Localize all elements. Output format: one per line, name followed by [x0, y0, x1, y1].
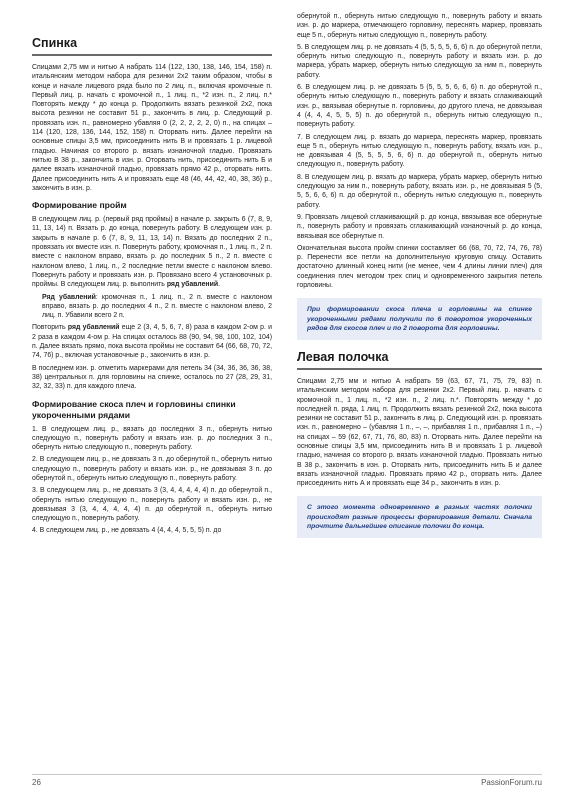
- section-heading-back: Спинка: [32, 36, 272, 56]
- step-6: 6. В следующем лиц. р. не довязать 5 (5, 5, 5, 6, 6, 6) п. до обернутой п., обернуть нитью следующую п., повернуть работу и вязать сглаживающий изн. р., ввязывая обернутые п. горловины, до другого плеча, не довязывая 4 (4, 4, 4, 5, 5, 5) п. до обернутой п., обернуть нитью следующую п., повернуть работу.: [297, 84, 542, 129]
- site-watermark: PassionForum.ru: [481, 778, 542, 787]
- left-front-intro: Спицами 2,75 мм и нитью А набрать 59 (63, 67, 71, 75, 79, 83) п. итальянским методом набора для резинки 2х2. Первый лиц. р. начать с кромочной п., 1 лиц. п., *2 изн. п., 2 лиц. п.*. Повторять между * до последней п. ряда, 1 лиц. п. Продолжить вязать резинкой 2х2, пока высота резинки не составит 51 р., закончить в лиц. р. Следующий изн. р. провязать изн. п., равномерно – (убавляя 1 п., –, –, прибавляя 1 п., прибавляя 1 п., –) на спицах – 59 (62, 67, 71, 76, 80, 83) п. Оторвать нить. Далее перейти на основные спицы 3,5 мм, присоединить нить В и провязать 1 р. лицевой гладью, начиная со второго р. вязать изнаночной гладью. Провязать нитью В 38 р., закончить в изн. р. Оторвать нить, присоединить нить Б и далее вязать изнаночной гладью. Провязать прямо 42 р., оторвать нить. Далее присоединить нить А и провязать еще 34 р., закончить в изн. р.: [297, 377, 542, 488]
- step-8: 8. В следующем лиц. р. вязать до маркера, убрать маркер, обернуть нитью следующую за ним п., повернуть работу, вязать изн. р., не довязывая 5 (5, 5, 5, 6, 6, 6) п. до обернутой п., обернуть нитью следующую п., повернуть работу.: [297, 173, 542, 209]
- section-heading-left-front: Левая полочка: [297, 350, 542, 370]
- decrease-row-rule: Ряд убавлений: кромочная п., 1 лиц. п., 2 п. вместе с наклоном вправо, вязать р. до последних 4 п., 2 п. вместе с наклоном влево, 2 лиц. п. Убавили всего 2 п.: [42, 293, 272, 320]
- page-number: 26: [32, 778, 41, 787]
- left-column: [32, 36, 272, 539]
- step-1: 1. В следующем лиц. р., вязать до последних 3 п., обернуть нитью следующую п., повернуть работу и вязать изн. р. до последних 3 п., обернуть нитью следующую п., повернуть работу.: [32, 425, 272, 452]
- armholes-repeat-paragraph: Повторить ряд убавлений еще 2 (3, 4, 5, 6, 7, 8) раза в каждом 2-ом р. и 2 раза в каждом 4-ом р. На спицах осталось 88 (90, 94, 98, 100, 102, 104) п. Далее вязать прямо, пока высота проймы не составит 64 (66, 68, 70, 72, 74, 76) р., включая установочные р., закончить в изн. р.: [32, 324, 273, 360]
- note-callout-shoulders: При формировании скоса плеча и горловины на спинке укороченными рядами получили по 6 поворотов укороченных рядов для скосов плеч и по 2 поворота для горловины.: [297, 298, 542, 340]
- decrease-row-term: ряд убавлений: [166, 281, 219, 289]
- subheading-armholes: Формирование пройм: [32, 200, 127, 211]
- neckline-markers-paragraph: В последнем изн. р. отметить маркерами для петель 34 (34, 36, 36, 36, 38, 38) центральных п. для горловины на спинке, осталось по 27 (28, 29, 31, 32, 32, 33) п. для каждого плеча.: [32, 364, 272, 391]
- step-2: 2. В следующем лиц. р., не довязать 3 п. до обернутой п., обернуть нитью следующую п., повернуть работу и вязать изн. р., не довязывая 3 п. до обернутой п., обернуть нитью следующую п., повернуть работу.: [32, 456, 272, 482]
- step-9: 9. Провязать лицевой сглаживающий р. до конца, ввязывая все обернутые п., повернуть работу и провязать сглаживающий изнаночный р. до конца, ввязывая все обернутые п.: [297, 213, 542, 240]
- footer-divider: [32, 774, 542, 775]
- step-7: 7. В следующем лиц. р. вязать до маркера, переснять маркер, провязать еще 5 п., обернуть нитью следующую п., повернуть работу, вязать изн. р., не довязывая 4 (5, 5, 5, 5, 6, 6) п. до обернутой п., обернуть нитью следующую п., повернуть работу.: [297, 133, 542, 169]
- step-3: 3. В следующем лиц. р., не довязать 3 (3, 4, 4, 4, 4, 4) п. до обернутой п., обернуть нитью следующую п., повернуть работу и вязать изн. р., не довязывая 3 (3, 4, 4, 4, 4, 4) п. до обернутой п., обернуть нитью следующую п., повернуть работу.: [32, 487, 272, 523]
- subheading-shoulder-shaping: Формирование скоса плеч и горловины спинки укороченными рядами: [32, 398, 236, 420]
- back-intro: Спицами 2,75 мм и нитью А набрать 114 (122, 130, 138, 146, 154, 158) п. итальянским методом набора для резинки 2х2 таким образом, чтобы в конце и начале лицевого ряда было по 2 лиц. п., включая кромочные п. Первый лиц. р. начать с кромочной п., 1 лиц. п., *2 изн. п., 2 лиц. п.* Повторять между * до конца р. Продолжить вязать резинкой 2х2, пока высота резинки не составит 51 р., закончить в лиц. р. Следующий р. провязать изн. п., равномерно убавляя 0 (2, 2, 2, 2, 2, 0) п., на спицах – 114 (120, 128, 136, 144, 152, 158) п. Оторвать нить. Далее перейти на основные спицы 3,5 мм, присоединить нить В и провязать 1 р. лицевой гладью. Начиная со второго р. вязать изнаночной гладью. Провязать нитью В 38 р., закончить в изн. р. Оторвать нить, присоединить нить Б и далее вязать изнаночной гладью, провязать прямо 42 р., оторвать нить. Далее присоединить нить А и провязать еще 48 (46, 44, 42, 40, 38, 36) р., закончить в изн. р.: [32, 64, 272, 192]
- right-column: [297, 12, 542, 546]
- step-5: 5. В следующем лиц. р. не довязать 4 (5, 5, 5, 5, 6, 6) п. до обернутой петли, обернуть нитью следующую п., повернуть работу и вязать изн. р. до маркера, убрать маркер, обернуть нитью следующую за ним п., повернуть работу.: [297, 43, 542, 79]
- step-4: 4. В следующем лиц. р., не довязать 4 (4, 4, 4, 5, 5, 5) п. до: [32, 527, 222, 535]
- final-height-paragraph: Окончательная высота пройм спинки составляет 66 (68, 70, 72, 74, 76, 78) р. Перенести все петли на дополнительную круговую спицу. Оставить достаточно длинный конец нити (не менее, чем 4 длины линии плеч) для соединения плеч методом трех спиц и одновременного закрытия петель горловины.: [297, 244, 542, 290]
- step-4-continued: обернутой п., обернуть нитью следующую п., повернуть работу и вязать изн. р. до маркера, отмечающего горловину, переснять маркер, провязать еще 5 п., обернуть нитью следующую п., повернуть работу.: [297, 13, 542, 39]
- armholes-paragraph: В следующем лиц. р. (первый ряд проймы) в начале р. закрыть 6 (7, 8, 9, 11, 13, 14) п. Вязать р. до конца, повернуть работу. В следующем изн. р. закрыть в начале р. 6 (7, 8, 9, 11, 13, 14) п. Вязать до последних 2 п., провязать их вместе изн. п. Повернуть работу, кромочная п., 1 лиц. п., 2 п. вместе с наклоном вправо, вязать р. до последних 5 п., 2 п. вместе с наклоном влево, 1 лиц. п., 2 последние петли вместе с наклоном влево. Повернуть работу и провязать изн. р. Провязано всего 4 установочных р. проймы. В следующем лиц. р. выполнить ряд убавлений.: [32, 216, 272, 289]
- note-callout-front: С этого момента одновременно в разных частях полочки происходят разные процессы формирования детали. Сначала прочтите дальнейшее описание полочки до конца.: [297, 496, 542, 538]
